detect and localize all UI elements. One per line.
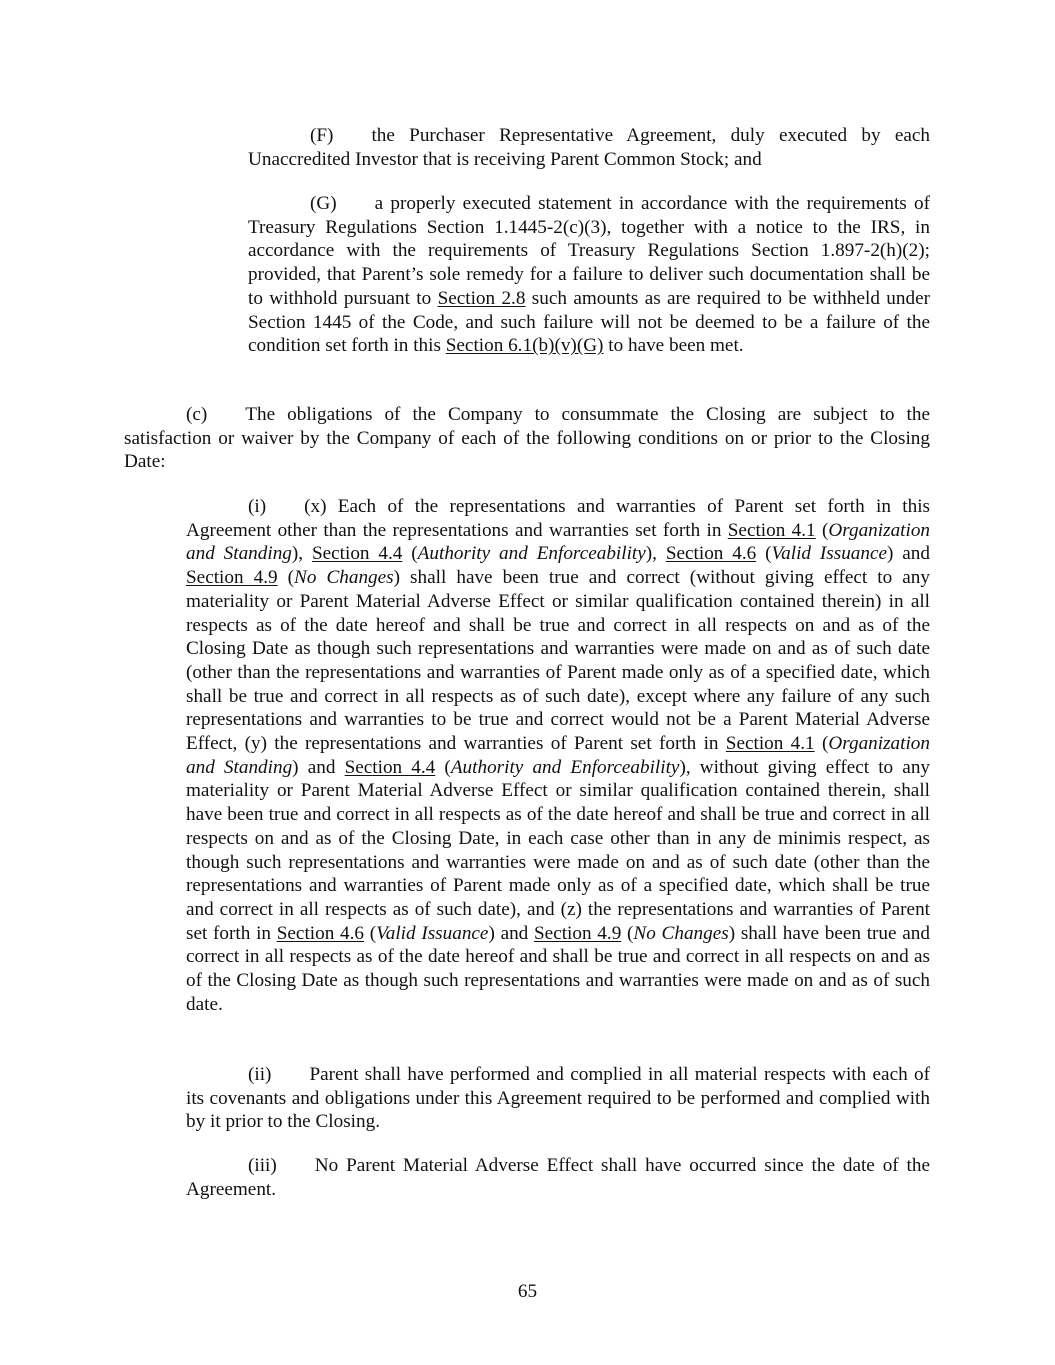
section-title: No Changes (294, 567, 394, 589)
paragraph-text: ), (645, 543, 666, 565)
paragraph-label: (F) (310, 125, 334, 146)
paragraph-text: ) shall have been true and correct in all respects as of the date hereof and shall be true and correct in all respects on and as of the Closing Date as though such representations and warranties were made on and as of such date. (186, 922, 930, 1015)
section-reference: Section 4.6 (665, 543, 757, 565)
paragraph-text: ( (756, 543, 772, 565)
paragraph-text: ), (291, 543, 312, 565)
paragraph-label: (G) (310, 193, 337, 214)
paragraph-text: ( (277, 567, 295, 589)
paragraph-text: ), without giving effect to any materiality or Parent Material Adverse Effect or similar qualification contained therein, shall have been true and correct in all respects as of the date hereof and shall be true and correct in all respects on and as of the Closing Date, in each case other than in any de minimis respect, as though such representations and warranties were made on and as of such date (other than the representations and warranties of Parent made only as of a specified date, which shall be true and correct in all respects as of such date), and (z) the representations and warranties of Parent set forth in (186, 756, 931, 944)
paragraph-text: ) and (887, 543, 930, 565)
section-reference: Section 4.1 (727, 519, 816, 541)
paragraph-text: ( (364, 922, 377, 944)
paragraph-text: ( (435, 756, 451, 778)
section-reference: Section 4.4 (344, 756, 436, 778)
paragraph-F (248, 124, 930, 171)
section-title: Valid Issuance (376, 922, 489, 944)
section-reference: Section 4.6 (276, 922, 365, 944)
paragraph-ii (186, 1063, 930, 1134)
section-reference: Section 4.9 (186, 567, 278, 589)
section-title: Organization and Standing (186, 733, 930, 778)
section-title: Authority and Enforceability (450, 756, 680, 778)
paragraph-c (124, 403, 930, 474)
paragraph-text: such amounts as are required to be withheld under Section 1445 of the Code, and such failure will not be deemed to be a failure of the condition set forth in this (248, 287, 930, 357)
paragraph-text: ( (815, 519, 829, 541)
paragraph-text: ( (814, 733, 829, 755)
section-reference: Section 4.9 (534, 922, 622, 944)
section-reference: Section 2.8 (437, 287, 526, 309)
paragraph-text: The obligations of the Company to consummate the Closing are subject to the satisfaction or waiver by the Company of each of the following conditions on or prior to the Closing Date: (124, 404, 930, 473)
paragraph-text: a properly executed statement in accordance with the requirements of Treasury Regulations Section 1.1445-2(c)(3), together with a notice to the IRS, in accordance with the requirements of Treasury Regulations Section 1.897-2(h)(2); provided, that Parent’s sole remedy for a failure to deliver such documentation shall be to withhold pursuant to (248, 193, 930, 309)
page-number: 65 (517, 1281, 538, 1302)
paragraph-label: (i) (248, 496, 267, 517)
section-title: Authority and Enforceability (417, 543, 646, 565)
paragraph-label: (c) (186, 404, 208, 425)
paragraph-text: the Purchaser Representative Agreement, duly executed by each Unaccredited Investor that is receiving Parent Common Stock; and (248, 125, 930, 170)
paragraph-i (186, 495, 930, 1016)
paragraph-label: (iii) (248, 1155, 277, 1176)
paragraph-label: (ii) (248, 1064, 272, 1085)
section-title: Organization and Standing (186, 519, 931, 565)
section-reference: Section 4.1 (725, 733, 815, 755)
paragraph-iii (186, 1154, 930, 1201)
section-reference: Section 4.4 (311, 543, 403, 565)
section-title: No Changes (633, 922, 729, 944)
paragraph-text: ) and (292, 756, 345, 778)
paragraph-G (248, 192, 930, 358)
paragraph-text: Parent shall have performed and complied in all material respects with each of its covenants and obligations under this Agreement required to be performed and complied with by it prior to the Closing. (186, 1064, 930, 1133)
paragraph-text: ) and (488, 922, 535, 944)
paragraph-text: No Parent Material Adverse Effect shall have occurred since the date of the Agreement. (186, 1155, 930, 1200)
section-reference: Section 6.1(b)(v)(G) (445, 335, 604, 357)
paragraph-text: ( (402, 543, 418, 565)
paragraph-text: ( (621, 922, 634, 944)
section-title: Valid Issuance (771, 543, 888, 565)
paragraph-text: (x) Each of the representations and warranties of Parent set forth in this Agreement other than the representations and warranties set forth in (186, 496, 930, 541)
paragraph-text: ) shall have been true and correct (without giving effect to any materiality or Parent Material Adverse Effect or similar qualification contained therein) in all respects as of the date hereof and shall be true and correct in all respects on and as of the Closing Date as though such representations and warranties were made on and as of such date (other than the representations and warranties of Parent made only as of a specified date, which shall be true and correct in all respects as of such date), except where any failure of any such representations and warranties to be true and correct would not be a Parent Material Adverse Effect, (y) the representations and warranties of Parent set forth in (186, 567, 930, 755)
paragraph-text: to have been met. (603, 335, 744, 357)
